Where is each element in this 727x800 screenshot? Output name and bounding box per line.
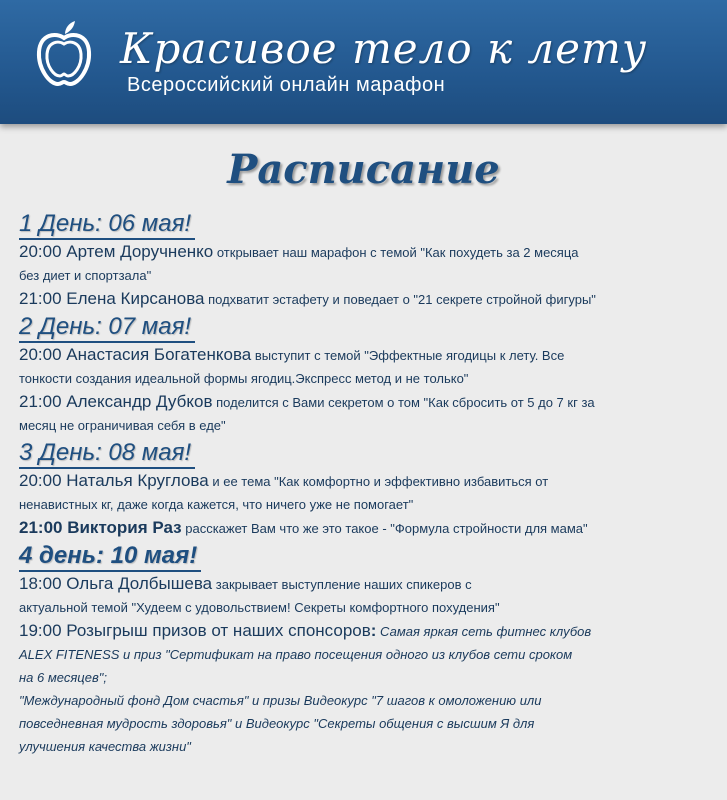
prize-line: улучшения качества жизни" bbox=[19, 739, 191, 754]
header-banner bbox=[0, 0, 727, 124]
day-title: 2 День: 07 мая! bbox=[19, 313, 195, 343]
day-title: 4 день: 10 мая! bbox=[19, 542, 201, 572]
schedule-entry bbox=[19, 287, 719, 311]
entry-description: выступит с темой "Эффектные ягодицы к лету. Все bbox=[251, 348, 565, 363]
entry-description-cont: актуальной темой "Худеем с удовольствием! Секреты комфортного похудения" bbox=[19, 600, 500, 615]
day-4 bbox=[19, 542, 719, 758]
entry-description-cont: месяц не ограничивая себя в еде" bbox=[19, 418, 226, 433]
apple-logo-icon bbox=[34, 20, 94, 88]
prize-description: Самая яркая сеть фитнес клубов bbox=[376, 624, 592, 639]
day-1 bbox=[19, 210, 719, 311]
entry-description: и ее тема "Как комфортно и эффективно избавиться от bbox=[208, 474, 549, 489]
entry-time-speaker: 21:00 Елена Кирсанова bbox=[19, 289, 205, 308]
entry-description-cont: ненавистных кг, даже когда кажется, что ничего уже не помогает" bbox=[19, 497, 414, 512]
entry-description-cont: без диет и спортзала" bbox=[19, 268, 152, 283]
schedule-entry bbox=[19, 390, 719, 437]
entry-time-speaker: 21:00 Виктория Раз bbox=[19, 518, 182, 537]
entry-description-cont: тонкости создания идеальной формы ягодиц.Экспресс метод и не только" bbox=[19, 371, 469, 386]
brand-subtitle: Всероссийский онлайн марафон bbox=[127, 74, 446, 96]
prize-line: повседневная мудрость здоровья" и Видеокурс "Секреты общения с высшим Я для bbox=[19, 716, 535, 731]
prize-entry bbox=[19, 619, 719, 758]
schedule-entry bbox=[19, 343, 719, 390]
prize-line: на 6 месяцев"; bbox=[19, 670, 107, 685]
prize-line: ALEX FITENESS и приз "Сертификат на право посещения одного из клубов сети сроком bbox=[19, 647, 573, 662]
entry-time-speaker: 21:00 Александр Дубков bbox=[19, 392, 213, 411]
entry-time-speaker: 20:00 Анастасия Богатенкова bbox=[19, 345, 252, 364]
entry-description: подхватит эстафету и поведает о "21 секрете стройной фигуры" bbox=[204, 292, 596, 307]
entry-time-speaker: 20:00 Наталья Круглова bbox=[19, 471, 209, 490]
schedule-entry bbox=[19, 516, 719, 540]
day-title: 1 День: 06 мая! bbox=[19, 210, 195, 240]
day-2 bbox=[19, 313, 719, 437]
schedule-entry bbox=[19, 572, 719, 619]
schedule-entry bbox=[19, 240, 719, 287]
schedule bbox=[19, 210, 719, 760]
entry-description: расскажет Вам что же это такое - "Формула стройности для мама" bbox=[181, 521, 588, 536]
day-3 bbox=[19, 439, 719, 540]
day-title: 3 День: 08 мая! bbox=[19, 439, 195, 469]
prize-colon: : bbox=[370, 621, 377, 640]
entry-time-speaker: 20:00 Артем Доручненко bbox=[19, 242, 214, 261]
schedule-entry bbox=[19, 469, 719, 516]
entry-description: поделится с Вами секретом о том "Как сбросить от 5 до 7 кг за bbox=[212, 395, 595, 410]
entry-description: закрывает выступление наших спикеров с bbox=[212, 577, 472, 592]
prize-line: "Международный фонд Дом счастья" и призы Видеокурс "7 шагов к омоложению или bbox=[19, 693, 542, 708]
brand-title: Красивое тело к лету bbox=[120, 24, 648, 73]
entry-time-speaker: 18:00 Ольга Долбышева bbox=[19, 574, 213, 593]
page-title: Расписание bbox=[227, 146, 500, 193]
entry-description: открывает наш марафон с темой "Как похудеть за 2 месяца bbox=[213, 245, 579, 260]
prize-heading: 19:00 Розыгрыш призов от наших спонсоров bbox=[19, 621, 371, 640]
